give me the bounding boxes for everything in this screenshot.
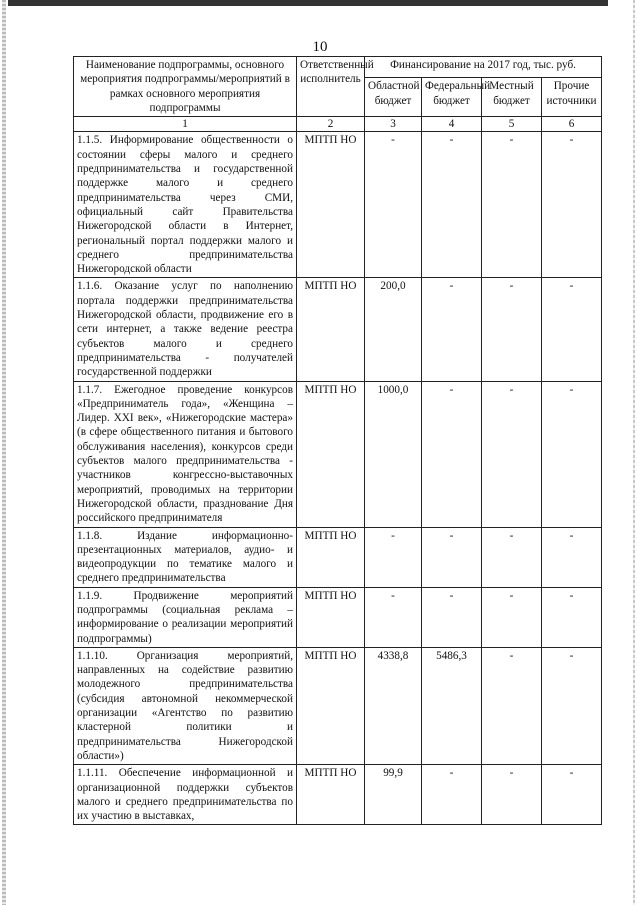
column-number: 5 (482, 117, 542, 132)
header-federal-budget: Федеральный бюджет (422, 78, 482, 117)
scan-top-border (8, 0, 608, 6)
row-federal: 5486,3 (422, 647, 482, 764)
row-responsible: МПТП НО (297, 527, 365, 587)
column-number: 2 (297, 117, 365, 132)
row-name: 1.1.11. Обеспечение информационной и организационной поддержки субъектов малого и среднего предпринимательства по их участию в выставках, (74, 765, 297, 825)
row-responsible: МПТП НО (297, 381, 365, 527)
row-name: 1.1.8. Издание информационно-презентационных материалов, аудио- и видеопродукции по тематике малого и среднего предпринимательства (74, 527, 297, 587)
row-regional: 99,9 (365, 765, 422, 825)
table-row (74, 765, 602, 825)
row-regional: - (365, 527, 422, 587)
row-other: - (542, 587, 602, 647)
row-local: - (482, 381, 542, 527)
row-name: 1.1.5. Информирование общественности о состоянии сферы малого и среднего предпринимательства и государственной поддержке малого и среднего предпринимательства через СМИ, официальный сайт Правительства Нижегородской области в Интернет, региональный портал поддержки малого и среднего предпринимательства Нижегородской области (74, 132, 297, 278)
row-federal: - (422, 587, 482, 647)
row-regional: 200,0 (365, 278, 422, 381)
page-number: 10 (312, 39, 328, 55)
row-other: - (542, 765, 602, 825)
row-responsible: МПТП НО (297, 587, 365, 647)
row-federal: - (422, 765, 482, 825)
header-other-sources: Прочие источники (542, 78, 602, 117)
row-local: - (482, 765, 542, 825)
scan-edge-left (2, 0, 6, 905)
row-other: - (542, 381, 602, 527)
row-regional: 4338,8 (365, 647, 422, 764)
table-row (74, 647, 602, 764)
column-number: 1 (74, 117, 297, 132)
row-name: 1.1.7. Ежегодное проведение конкурсов «Предприниматель года», «Женщина – Лидер. XXI век», «Нижегородские мастера» (в сфере общественного питания и бытового обслуживания населения), конкурсов среди субъектов малого предпринимательства - участников конгрессно-выставочных мероприятий, проводимых на территории Нижегородской области, празднование Дня российского предпринимателя (74, 381, 297, 527)
table-row (74, 132, 602, 278)
row-name: 1.1.6. Оказание услуг по наполнению портала поддержки предпринимательства Нижегородской области, продвижение его в сети интернет, а также ведение реестра субъектов малого и среднего предпринимательства - получателей государственной поддержки (74, 278, 297, 381)
row-federal: - (422, 527, 482, 587)
financing-table (73, 56, 602, 825)
row-federal: - (422, 381, 482, 527)
column-number: 6 (542, 117, 602, 132)
row-responsible: МПТП НО (297, 647, 365, 764)
row-other: - (542, 278, 602, 381)
row-regional: - (365, 132, 422, 278)
header-regional-budget: Областной бюджет (365, 78, 422, 117)
row-other: - (542, 647, 602, 764)
header-financing: Финансирование на 2017 год, тыс. руб. (365, 57, 602, 78)
row-local: - (482, 278, 542, 381)
table-row (74, 381, 602, 527)
row-responsible: МПТП НО (297, 765, 365, 825)
header-responsible: Ответственный исполнитель (297, 57, 365, 117)
row-local: - (482, 587, 542, 647)
row-local: - (482, 132, 542, 278)
row-federal: - (422, 278, 482, 381)
row-responsible: МПТП НО (297, 132, 365, 278)
header-row (74, 57, 602, 78)
column-number: 4 (422, 117, 482, 132)
column-numbers-row (74, 117, 602, 132)
row-local: - (482, 647, 542, 764)
row-other: - (542, 132, 602, 278)
row-regional: - (365, 587, 422, 647)
row-federal: - (422, 132, 482, 278)
row-other: - (542, 527, 602, 587)
row-local: - (482, 527, 542, 587)
row-responsible: МПТП НО (297, 278, 365, 381)
table-row (74, 587, 602, 647)
row-regional: 1000,0 (365, 381, 422, 527)
table-row (74, 527, 602, 587)
scan-edge-right (633, 0, 635, 905)
column-number: 3 (365, 117, 422, 132)
table-row (74, 278, 602, 381)
row-name: 1.1.9. Продвижение мероприятий подпрограммы (социальная реклама – информирование о реализации мероприятий подпрограммы) (74, 587, 297, 647)
row-name: 1.1.10. Организация мероприятий, направленных на содействие развитию молодежного предпринимательства (субсидия автономной некоммерческой организации «Агентство по развитию кластерной политики и предпринимательства Нижегородской области») (74, 647, 297, 764)
header-name: Наименование подпрограммы, основного мероприятия подпрограммы/мероприятий в рамках основного мероприятия подпрограммы (74, 57, 297, 117)
header-local-budget: Местный бюджет (482, 78, 542, 117)
